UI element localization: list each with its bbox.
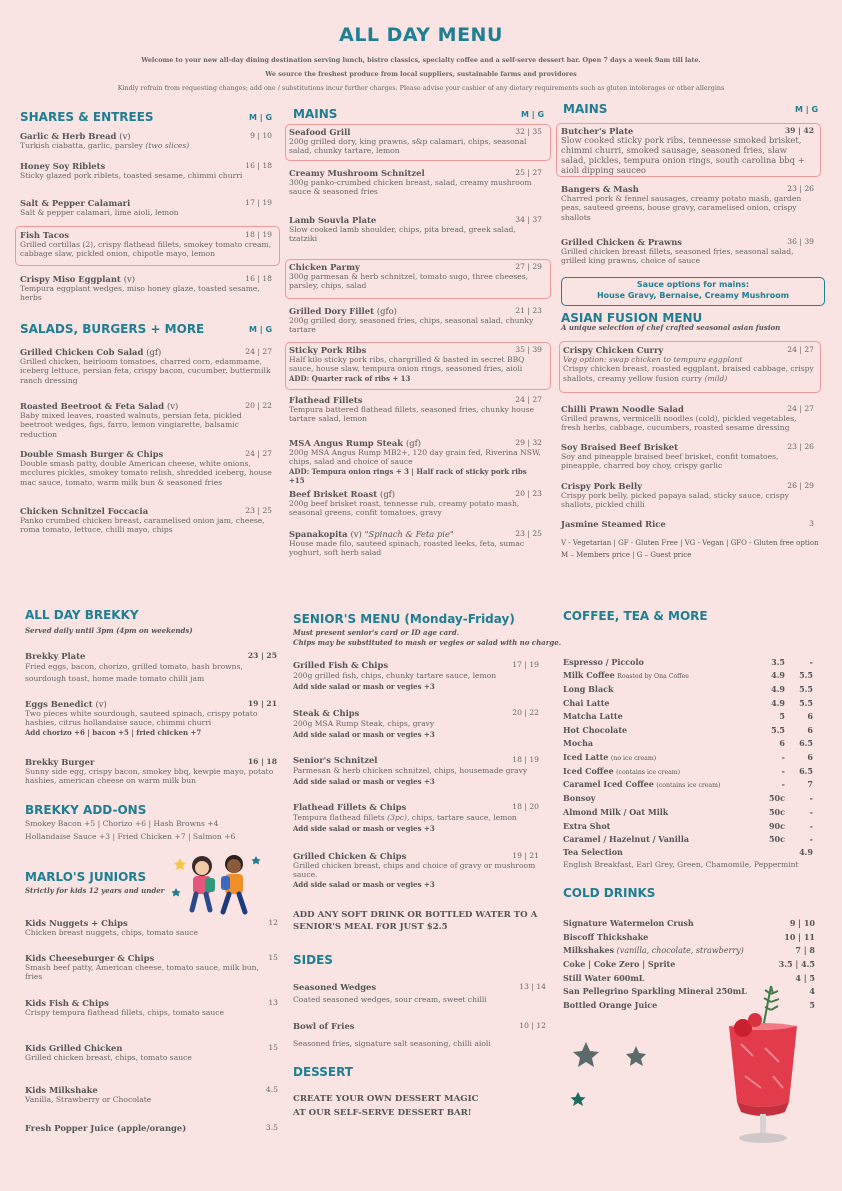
cold-drinks-title: COLD DRINKS [563, 886, 656, 900]
coffee-row: Hot Chocolate 5.5 6 [563, 725, 813, 735]
coffee-row: Milk Coffee Roasted by Ona Coffee 4.9 5.5 [563, 670, 813, 680]
coffee-row: Long Black 4.9 5.5 [563, 684, 813, 694]
intro-line-3: Kindly refrain from requesting changes; add one / substitutions incur further charges. Please advise your cashier of any dietary requirements such as gluten intolerages or other allergins [117, 84, 725, 92]
menu-item: Grilled Chicken Cob Salad (gf) 24 | 27 Grilled chicken, heirloom tomatoes, charred corn, edammame, iceberg lettuce, persian feta, crispy bacon, cucumber, buttermilk ranch dressing [20, 347, 272, 385]
menu-item: Salt & Pepper Calamari 17 | 19 Salt & pepper calamari, lime aioli, lemon [20, 198, 272, 217]
menu-item: Chicken Schnitzel Foccacia 23 | 25 Panko crumbed chicken breast, caramelised onion jam, cheese, roma tomato, lettuce, chilli mayo, chips [20, 506, 272, 535]
cold-drink-row: Still Water 600mL 4 | 5 [563, 973, 815, 983]
coffee-row: Matcha Latte 5 6 [563, 711, 813, 721]
menu-item: Flathead Fillets & Chips 18 | 20 Tempura flathead fillets (3pc), chips, tartare sauce, lemon Add side salad or mash or vegies +3 [293, 802, 539, 833]
dessert-title: DESSERT [293, 1065, 353, 1079]
menu-item: MSA Angus Rump Steak (gf) 29 | 32 200g MSA Angus Rump MB2+, 120 day grain fed, Riverina NSW, chips, salad and choice of sauce ADD: Tempura onion rings + 3 | Half rack of sticky pork ribs +15 [289, 438, 542, 485]
addons-line-1: Smokey Bacon +5 | Chorizo +6 | Hash Browns +4 [25, 819, 219, 828]
menu-item: Lamb Souvla Plate 34 | 37 Slow cooked lamb shoulder, chips, pita bread, greek salad, tzatziki [289, 215, 542, 244]
coffee-row: Extra Shot 90c - [563, 821, 813, 831]
coffee-title: COFFEE, TEA & MORE [563, 609, 708, 623]
mains-title: MAINS [293, 107, 338, 121]
cold-drink-row: Coke | Coke Zero | Sprite 3.5 | 4.5 [563, 959, 815, 969]
menu-item: Fresh Popper Juice (apple/orange) 3.5 [25, 1123, 278, 1133]
menu-item: Spanakopita (v) "Spinach & Feta pie" 23 | 25 House made filo, sauteed spinach, roasted leeks, feta, sumac yoghurt, soft herb salad [289, 529, 542, 558]
menu-item: Kids Cheeseburger & Chips 15 Smash beef patty, American cheese, tomato sauce, milk bun, fries [25, 953, 278, 982]
menu-item: Crispy Chicken Curry 24 | 27 Veg option: swap chicken to tempura eggplant Crispy chicken breast, roasted eggplant, braised cabbage, crispy shallots, creamy yellow fusion curry (mild) [563, 345, 814, 383]
mains-mg: M | G [521, 110, 545, 119]
menu-item: Garlic & Herb Bread (v) 9 | 10 Turkish ciabatta, garlic, parsley (two slices) [20, 131, 272, 150]
asian-subtitle: A unique selection of chef crafted seasonal asian fusion [561, 323, 781, 332]
coffee-row: Mocha 6 6.5 [563, 738, 813, 748]
salads-title: SALADS, BURGERS + MORE [20, 322, 205, 336]
cold-drink-row: Milkshakes (vanilla, chocolate, strawberry) 7 | 8 [563, 945, 815, 955]
salads-mg: M | G [249, 325, 273, 334]
coffee-row: Bonsoy 50c - [563, 793, 813, 803]
cold-drink-row: Signature Watermelon Crush 9 | 10 [563, 918, 815, 928]
intro-line-1: Welcome to your new all-day dining destination serving lunch, bistro classics, specialty coffee and a self-serve dessert bar. Open 7 days a week 9am till late. [141, 56, 701, 64]
menu-item: Steak & Chips 20 | 22 200g MSA Rump Steak, chips, gravy Add side salad or mash or vegies +3 [293, 708, 539, 739]
menu-item: Chicken Parmy 27 | 29 300g parmesan & herb schnitzel, tomato sugo, three cheeses, parsley, chips, salad [289, 262, 542, 291]
menu-item: Senior's Schnitzel 18 | 19 Parmesan & herb chicken schnitzel, chips, housemade gravy Add side salad or mash or vegies +3 [293, 755, 539, 786]
coffee-row: Caramel / Hazelnut / Vanilla 50c - [563, 834, 813, 844]
price-legend: M – Members price | G – Guest price [561, 551, 692, 559]
sauce-options: Sauce options for mains: House Gravy, Bernaise, Creamy Mushroom [561, 277, 825, 306]
menu-item: Flathead Fillets 24 | 27 Tempura battered flathead fillets, seasoned fries, chunky house tartare salad, lemon [289, 395, 542, 424]
menu-item: Grilled Dory Fillet (gfo) 21 | 23 200g grilled dory, seasoned fries, chips, seasonal salad, chunky tartare [289, 306, 542, 335]
star-icon [570, 1040, 660, 1112]
menu-item: Fish Tacos 18 | 19 Grilled cortillas (2), crispy flathead fillets, smokey tomato cream, cabbage slaw, pickled onion, chipotle mayo, lemon [20, 230, 272, 259]
asian-title: ASIAN FUSION MENU [561, 311, 703, 325]
menu-item: Kids Nuggets + Chips 12 Chicken breast nuggets, chips, tomato sauce [25, 918, 278, 937]
menu-item: Beef Brisket Roast (gf) 20 | 23 200g beef brisket roast, tennesse rub, creamy potato mash, seasonal greens, confit tomatoes, gravy [289, 489, 542, 518]
menu-item: Butcher's Plate 39 | 42 Slow cooked sticky pork ribs, tenneesse smoked brisket, chimmi churri, smoked sausage, seasoned fries, slaw salad, pickles, tempura onion rings, south carolina bbq + aioli dipping sauceo [561, 126, 814, 175]
seniors-sub-1: Must present senior's card or ID age card. [293, 628, 460, 637]
dessert-text: CREATE YOUR OWN DESSERT MAGIC AT OUR SELF-SERVE DESSERT BAR! [293, 1094, 479, 1118]
menu-item: Bowl of Fries 10 | 12 Seasoned fries, signature salt seasoning, chilli aioli [293, 1021, 546, 1048]
juniors-subtitle: Strictly for kids 12 years and under [25, 886, 165, 895]
menu-item: Grilled Fish & Chips 17 | 19 200g grilled fish, chips, chunky tartare sauce, lemon Add side salad or mash or vegies +3 [293, 660, 539, 691]
cold-drink-row: Bottled Orange Juice 5 [563, 1000, 815, 1010]
menu-item: Brekky Plate 23 | 25 Fried eggs, bacon, chorizo, grilled tomato, hash browns, sourdough toast, home made tomato chilli jam [25, 651, 277, 683]
menu-item: Roasted Beetroot & Feta Salad (v) 20 | 22 Baby mixed leaves, roasted walnuts, persian feta, pickled beetroot wedges, figs, farro, lemon vingiarette, balsamic reduction [20, 401, 272, 439]
coffee-row: Iced Coffee (contains ice cream) - 6.5 [563, 766, 813, 776]
menu-item: Double Smash Burger & Chips 24 | 27 Double smash patty, double American cheese, white onions, mcclures pickles, smokey tomato relish, shredded iceberg, house mac sauce, tomato, warm milk bun & seasoned fries [20, 449, 272, 487]
coffee-row: Caramel Iced Coffee (contains ice cream) - 7 [563, 779, 813, 789]
menu-item: Honey Soy Riblets 16 | 18 Sticky glazed pork riblets, toasted sesame, chimmi churri [20, 161, 272, 180]
menu-item: Chilli Prawn Noodle Salad 24 | 27 Grilled prawns, vermicelli noodles (cold), pickled vegetables, fresh herbs, cabbage, cucumbers, roasted sesame dressing [561, 404, 814, 433]
menu-item: Soy Braised Beef Brisket 23 | 26 Soy and pineapple braised beef brisket, confit tomatoes, pineapple, charred boy choy, crispy garlic [561, 442, 814, 471]
seniors-promo: ADD ANY SOFT DRINK OR BOTTLED WATER TO A SENIOR'S MEAL FOR JUST $2.5 [293, 910, 538, 932]
menu-item: Bangers & Mash 23 | 26 Charred pork & fennel sausages, creamy potato mash, garden peas, sauteed greens, house gravy, caramelised onion, crispy shallots [561, 184, 814, 222]
menu-item: Jasmine Steamed Rice 3 [561, 519, 814, 529]
kids-illustration [172, 850, 264, 922]
intro-line-2: We source the freshest produce from local suppliers, sustainable farms and providores [265, 70, 577, 78]
juniors-title: MARLO'S JUNIORS [25, 870, 147, 884]
menu-item: Eggs Benedict (v) 19 | 21 Two pieces white sourdough, sauteed spinach, crispy potato hashies, citrus hollandaise sauce, chimmi churri Add chorizo +6 | bacon +5 | fried chicken +7 [25, 699, 277, 737]
brekky-subtitle: Served daily until 3pm (4pm on weekends) [25, 626, 193, 635]
menu-item: Kids Fish & Chips 13 Crispy tempura flathead fillets, chips, tomato sauce [25, 998, 278, 1017]
coffee-row: Iced Latte (no ice cream) - 6 [563, 752, 813, 762]
coffee-row: Espresso / Piccolo 3.5 - [563, 657, 813, 667]
coffee-row: Chai Latte 4.9 5.5 [563, 698, 813, 708]
menu-item: Seasoned Wedges 13 | 14 Coated seasoned wedges, sour cream, sweet chilli [293, 982, 546, 1004]
menu-item: Crispy Miso Eggplant (v) 16 | 18 Tempura eggplant wedges, miso honey glaze, toasted sesame, herbs [20, 274, 272, 303]
menu-item: Crispy Pork Belly 26 | 29 Crispy pork belly, picked papaya salad, sticky sauce, crispy shallots, pickled chilli [561, 481, 814, 510]
mains-mg-2: M | G [795, 105, 819, 114]
diet-legend: V - Vegetarian | GF - Gluten Free | VG - Vegan | GFO - Gluten free option [561, 539, 819, 547]
mains-title-2: MAINS [563, 102, 608, 116]
shares-mg: M | G [249, 113, 273, 122]
cold-drink-row: San Pellegrino Sparkling Mineral 250mL 4 [563, 986, 815, 996]
menu-item: Seafood Grill 32 | 35 200g grilled dory, king prawns, s&p calamari, chips, seasonal salad, chunky tartare, lemon [289, 127, 542, 156]
coffee-row: Almond Milk / Oat Milk 50c - [563, 807, 813, 817]
seniors-sub-2: Chips may be substituted to mash or vegies or salad with no charge. [293, 638, 562, 647]
sides-title: SIDES [293, 953, 333, 967]
cold-drink-row: Biscoff Thickshake 10 | 11 [563, 932, 815, 942]
tea-description: English Breakfast, Earl Grey, Green, Chamomile, Peppermint [563, 860, 799, 869]
addons-title: BREKKY ADD-ONS [25, 803, 147, 817]
brekky-title: ALL DAY BREKKY [25, 608, 139, 622]
menu-item: Sticky Pork Ribs 35 | 39 Half kilo sticky pork ribs, chargrilled & basted in secret BBQ sauce, house slaw, tempura onion rings, seasoned fries, aioli ADD: Quarter rack of ribs + 13 [289, 345, 542, 383]
menu-item: Kids Milkshake 4.5 Vanilla, Strawberry or Chocolate [25, 1085, 278, 1104]
seniors-title: SENIOR'S MENU (Monday-Friday) [293, 612, 515, 626]
menu-item: Kids Grilled Chicken 15 Grilled chicken breast, chips, tomato sauce [25, 1043, 278, 1062]
shares-title: SHARES & ENTREES [20, 110, 154, 124]
coffee-row: Tea Selection 4.9 [563, 847, 813, 857]
menu-item: Grilled Chicken & Prawns 36 | 39 Grilled chicken breast fillets, seasoned fries, seasonal salad, grilled king prawns, choice of sauce [561, 237, 814, 266]
menu-item: Grilled Chicken & Chips 19 | 21 Grilled chicken breast, chips and choice of gravy or mushroom sauce. Add side salad or mash or vegies +3 [293, 851, 539, 889]
page-title: ALL DAY MENU [339, 24, 503, 46]
menu-item: Brekky Burger 16 | 18 Sunny side egg, crispy bacon, smokey bbq, kewpie mayo, potato hashies, american cheese on warm milk bun [25, 757, 277, 786]
addons-line-2: Hollandaise Sauce +3 | Fried Chicken +7 | Salmon +6 [25, 832, 236, 841]
menu-item: Creamy Mushroom Schnitzel 25 | 27 300g panko-crumbed chicken breast, salad, creamy mushroom sauce & seasoned fries [289, 168, 542, 197]
